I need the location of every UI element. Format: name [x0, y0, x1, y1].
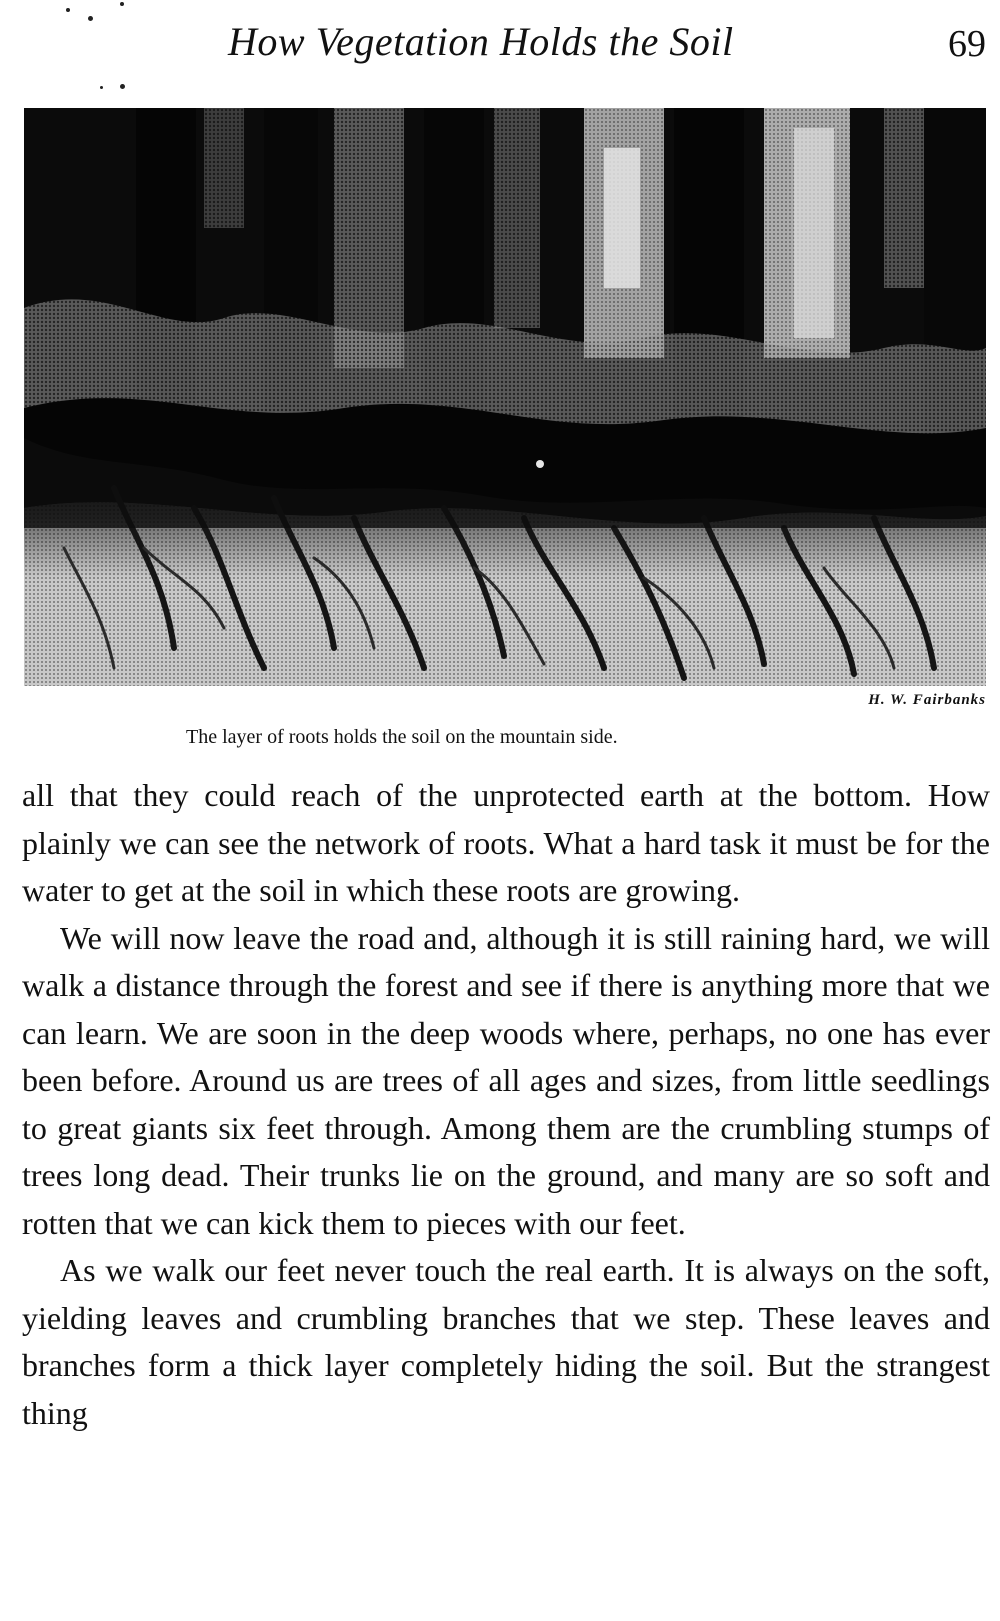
print-speck	[120, 84, 125, 89]
paragraph: all that they could reach of the unprotected earth at the bottom. How plainly we can see the network of roots. What a hard task it must be for the water to get at the soil in which these roots are growing.	[22, 777, 990, 908]
paragraph: As we walk our feet never touch the real earth. It is always on the soft, yielding leaves and crumbling branches that we step. These leaves and branches form a thick layer completely hiding the soil. But the strangest thing	[22, 1252, 990, 1431]
paragraph: We will now leave the road and, although it is still raining hard, we will walk a distance through the forest and see if there is anything more that we can learn. We are soon in the deep woods where, perhaps, no one has ever been before. Around us are trees of all ages and sizes, from little seedlings to great giants six feet through. Among them are the crumbling stumps of trees long dead. Their trunks lie on the ground, and many are so soft and rotten that we can kick them to pieces with our feet.	[22, 919, 990, 1241]
body-text	[22, 772, 990, 1437]
print-speck	[100, 86, 103, 89]
figure-caption: The layer of roots holds the soil on the mountain side.	[186, 726, 618, 748]
print-speck	[66, 8, 70, 12]
photo-credit: H. W. Fairbanks	[868, 692, 986, 708]
photo-illustration	[24, 108, 986, 686]
print-speck	[88, 16, 93, 21]
page-number: 69	[948, 23, 986, 65]
running-head: How Vegetation Holds the Soil	[228, 19, 734, 64]
forest-roots-photo	[24, 108, 986, 686]
print-speck	[120, 2, 124, 6]
